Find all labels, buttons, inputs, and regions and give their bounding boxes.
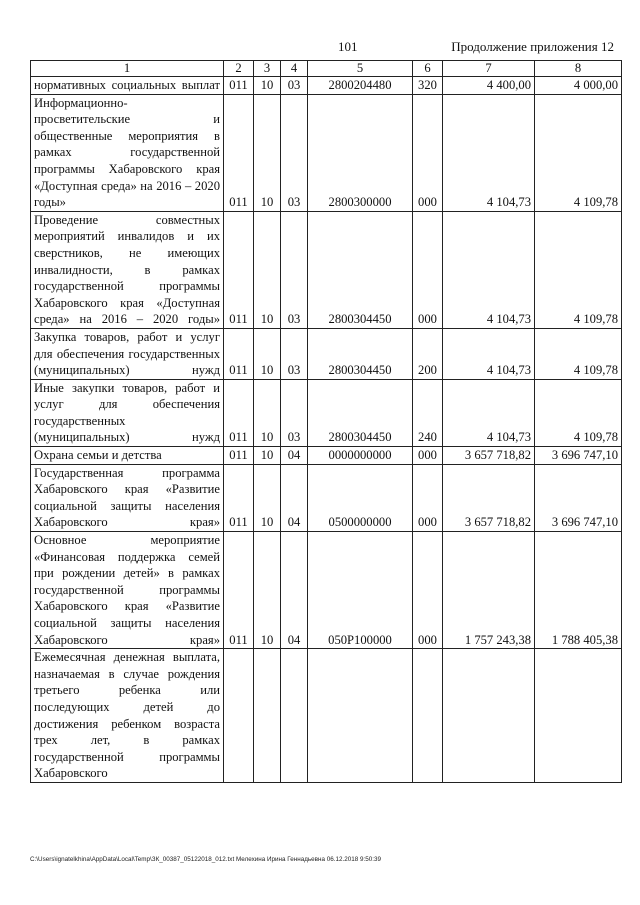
row-amount-2020 (535, 649, 622, 783)
table-row (31, 211, 622, 328)
row-expense-type: 000 (413, 211, 443, 328)
row-target-article: 0500000000 (308, 464, 413, 531)
row-expense-type: 240 (413, 379, 443, 446)
row-amount-2020: 4 109,78 (535, 94, 622, 211)
budget-table (30, 60, 622, 783)
row-name: Проведение совместных мероприятий инвалидов и их сверстников, не имеющих инвалидности, в рамках государственной программы Хабаровского края «Доступная среда» на 2016 – 2020 годы» (31, 211, 224, 328)
row-amount-2020: 4 109,78 (535, 328, 622, 379)
row-name: Ежемесячная денежная выплата, назначаемая в случае рождения третьего ребенка или последующих детей до достижения ребенком возраста трех лет, в рамках государственной программы Хабаровского (31, 649, 224, 783)
table-header-row (31, 61, 622, 77)
table-row (31, 328, 622, 379)
row-ministry-code (224, 649, 254, 783)
row-target-article: 2800304450 (308, 379, 413, 446)
header-col-8: 8 (535, 61, 622, 77)
row-section (254, 649, 281, 783)
header-col-6: 6 (413, 61, 443, 77)
table-row (31, 77, 622, 95)
row-section: 10 (254, 94, 281, 211)
row-ministry-code: 011 (224, 328, 254, 379)
footer-file-path: C:\Users\ignatelkhina\AppData\Local\Temp\ЗК_00387_05122018_012.txt Мелехина Ирина Геннадьевна 06.12.2018 9:50:39 (30, 856, 382, 863)
row-subsection: 04 (281, 464, 308, 531)
row-name: нормативных социальных выплат (31, 77, 224, 95)
row-amount-2020: 4 109,78 (535, 211, 622, 328)
row-amount-2019: 4 104,73 (443, 94, 535, 211)
row-amount-2019: 4 104,73 (443, 211, 535, 328)
row-ministry-code: 011 (224, 379, 254, 446)
row-section: 10 (254, 447, 281, 465)
row-target-article (308, 649, 413, 783)
row-expense-type: 320 (413, 77, 443, 95)
header-col-4: 4 (281, 61, 308, 77)
appendix-continuation-note: Продолжение приложения 12 (451, 39, 614, 54)
row-amount-2019: 3 657 718,82 (443, 447, 535, 465)
row-amount-2020: 4 000,00 (535, 77, 622, 95)
row-subsection: 03 (281, 211, 308, 328)
row-name: Закупка товаров, работ и услуг для обеспечения государственных (муниципальных) нужд (31, 328, 224, 379)
row-name: Основное мероприятие «Финансовая поддержка семей при рождении детей» в рамках государственной программы Хабаровского края «Развитие социальной защиты населения Хабаровского края» (31, 532, 224, 649)
row-section: 10 (254, 77, 281, 95)
row-amount-2019: 4 400,00 (443, 77, 535, 95)
row-amount-2020: 4 109,78 (535, 379, 622, 446)
row-amount-2019 (443, 649, 535, 783)
table-row (31, 649, 622, 783)
row-subsection: 04 (281, 447, 308, 465)
row-name: Охрана семьи и детства (31, 447, 224, 465)
row-expense-type: 000 (413, 532, 443, 649)
header-col-7: 7 (443, 61, 535, 77)
page-number: 101 (338, 39, 358, 54)
row-expense-type: 000 (413, 94, 443, 211)
row-target-article: 0000000000 (308, 447, 413, 465)
row-amount-2020: 3 696 747,10 (535, 447, 622, 465)
row-expense-type (413, 649, 443, 783)
row-section: 10 (254, 328, 281, 379)
table-row (31, 447, 622, 465)
row-ministry-code: 011 (224, 77, 254, 95)
row-section: 10 (254, 464, 281, 531)
row-target-article: 2800304450 (308, 328, 413, 379)
table-row (31, 464, 622, 531)
table-row (31, 532, 622, 649)
header-col-5: 5 (308, 61, 413, 77)
row-target-article: 2800204480 (308, 77, 413, 95)
row-subsection: 03 (281, 328, 308, 379)
row-subsection: 03 (281, 379, 308, 446)
row-subsection: 03 (281, 94, 308, 211)
row-name: Государственная программа Хабаровского края «Развитие социальной защиты населения Хабаровского края» (31, 464, 224, 531)
row-name: Информационно-просветительские и общественные мероприятия в рамках государственной программы Хабаровского края «Доступная среда» на 2016 – 2020 годы» (31, 94, 224, 211)
row-expense-type: 000 (413, 464, 443, 531)
header-col-1: 1 (31, 61, 224, 77)
row-section: 10 (254, 532, 281, 649)
row-target-article: 2800304450 (308, 211, 413, 328)
row-amount-2019: 4 104,73 (443, 328, 535, 379)
row-amount-2019: 1 757 243,38 (443, 532, 535, 649)
header-col-3: 3 (254, 61, 281, 77)
row-ministry-code: 011 (224, 532, 254, 649)
row-amount-2020: 3 696 747,10 (535, 464, 622, 531)
row-expense-type: 000 (413, 447, 443, 465)
row-amount-2019: 4 104,73 (443, 379, 535, 446)
row-ministry-code: 011 (224, 94, 254, 211)
row-subsection: 03 (281, 77, 308, 95)
row-expense-type: 200 (413, 328, 443, 379)
row-name: Иные закупки товаров, работ и услуг для обеспечения государственных (муниципальных) нужд (31, 379, 224, 446)
table-row (31, 94, 622, 211)
row-subsection: 04 (281, 532, 308, 649)
table-row (31, 379, 622, 446)
row-subsection (281, 649, 308, 783)
row-ministry-code: 011 (224, 464, 254, 531)
row-target-article: 050P100000 (308, 532, 413, 649)
row-ministry-code: 011 (224, 447, 254, 465)
row-amount-2019: 3 657 718,82 (443, 464, 535, 531)
header-col-2: 2 (224, 61, 254, 77)
row-section: 10 (254, 211, 281, 328)
row-amount-2020: 1 788 405,38 (535, 532, 622, 649)
row-section: 10 (254, 379, 281, 446)
row-target-article: 2800300000 (308, 94, 413, 211)
row-ministry-code: 011 (224, 211, 254, 328)
